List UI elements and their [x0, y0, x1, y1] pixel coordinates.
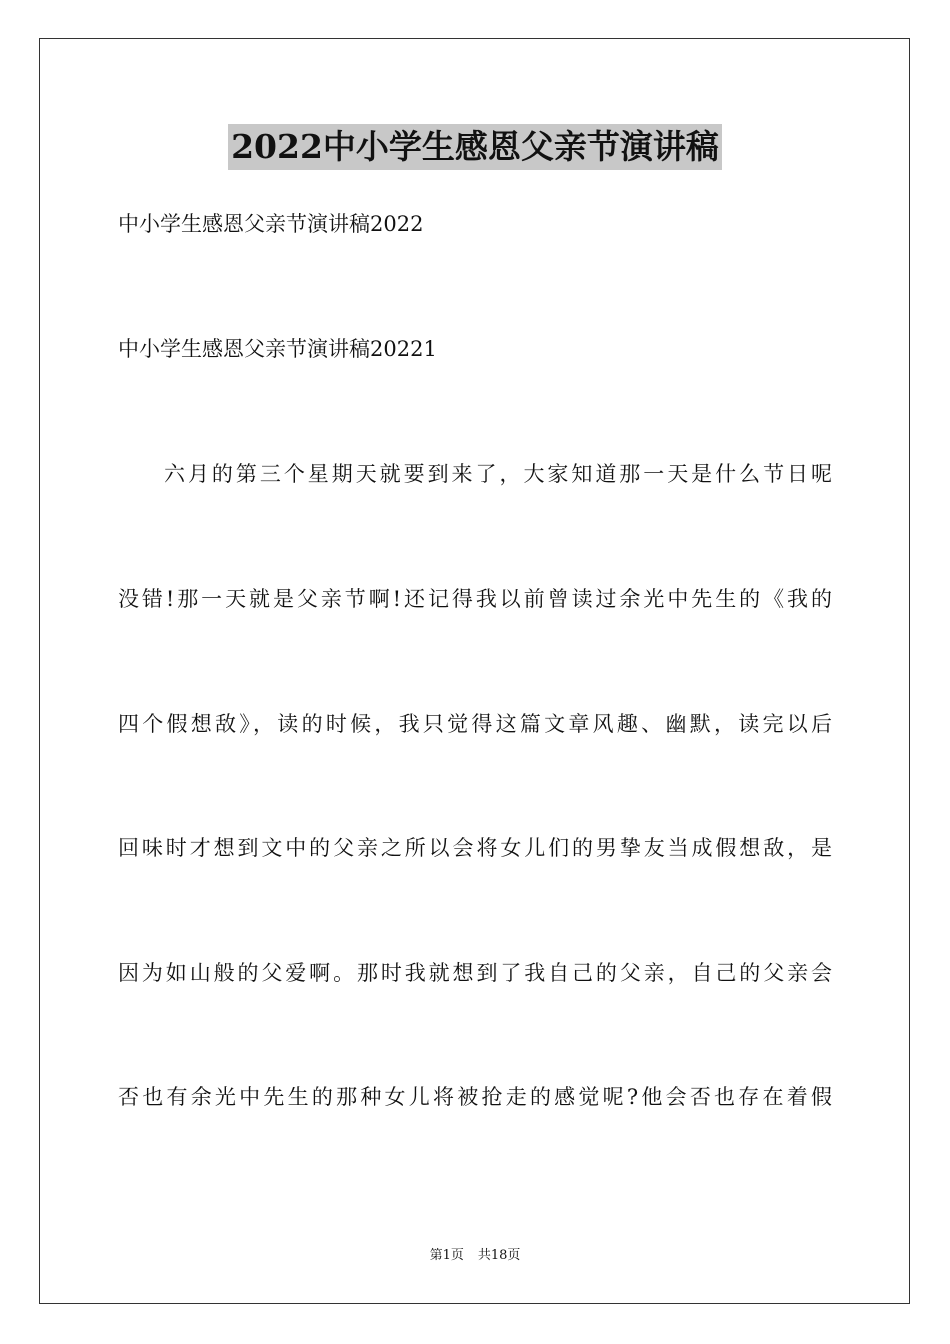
title-container	[0, 124, 950, 170]
heading-line-2: 中小学生感恩父亲节演讲稿20221	[118, 337, 437, 361]
body-line: 没错!那一天就是父亲节啊!还记得我以前曾读过余光中先生的《我的	[118, 587, 832, 611]
body-line: 因为如山般的父爱啊。那时我就想到了我自己的父亲，自己的父亲会	[118, 961, 832, 985]
body-line: 回味时才想到文中的父亲之所以会将女儿们的男挚友当成假想敌，是	[118, 836, 832, 860]
body-line: 六月的第三个星期天就要到来了，大家知道那一天是什么节日呢	[164, 462, 832, 486]
body-line: 否也有余光中先生的那种女儿将被抢走的感觉呢?他会否也存在着假	[118, 1085, 832, 1109]
page-number: 第1页	[429, 1248, 464, 1263]
page-footer	[0, 1247, 950, 1265]
heading-line-1: 中小学生感恩父亲节演讲稿2022	[118, 212, 424, 236]
page-total: 共18页	[477, 1248, 521, 1263]
body-line: 四个假想敌》，读的时候，我只觉得这篇文章风趣、幽默，读完以后	[118, 712, 832, 736]
document-title: 2022中小学生感恩父亲节演讲稿	[228, 124, 722, 170]
